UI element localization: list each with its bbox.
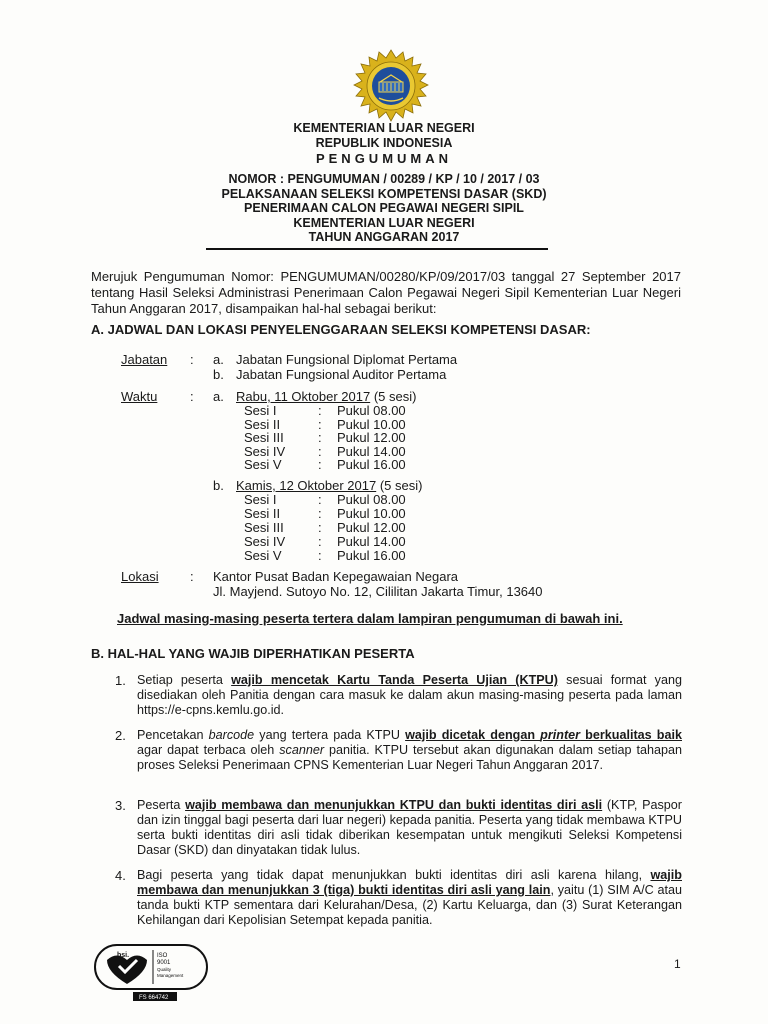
page-number: 1 <box>674 957 681 971</box>
institution-header <box>0 121 768 166</box>
bsi-iso-certification-icon <box>93 942 211 1002</box>
iso-quality: Quality <box>157 967 172 972</box>
session-name: Sesi II <box>244 416 281 432</box>
section-b-heading: B. HAL-HAL YANG WAJIB DIPERHATIKAN PESERTA <box>91 646 415 661</box>
subject-line: PENERIMAAN CALON PEGAWAI NEGERI SIPIL <box>244 201 524 215</box>
session-time: Pukul 14.00 <box>337 443 406 459</box>
colon: : <box>318 492 322 507</box>
emphasis: wajib membawa dan menunjukkan KTPU dan bukti identitas diri asli <box>185 798 603 812</box>
subject-line: TAHUN ANGGARAN 2017 <box>308 230 460 244</box>
list-item: Pencetakan barcode yang tertera pada KTPU wajib dicetak dengan printer berkualitas baik agar dapat terbaca oleh scanner panitia. KTPU tersebut akan digunakan dalam setiap tahapan proses Seleksi Penerimaan CPNS Kementerian Luar Negeri Tahun Anggaran 2017. <box>137 728 682 772</box>
list-item: Peserta wajib membawa dan menunjukkan KTPU dan bukti identitas diri asli (KTP, Paspor dan izin tinggal bagi peserta dari luar negeri) kepada panitia. Peserta yang tidak membawa KTPU serta bukti identitas diri asli tidak diberikan kesempatan untuk mengikuti Seleksi Kompetensi Dasar (SKD) dan dinyatakan tidak lulus. <box>137 798 682 857</box>
iso-text: ISO <box>157 953 168 959</box>
day-heading <box>236 390 416 404</box>
item-number: 3. <box>115 798 126 813</box>
list-marker: b. <box>213 367 224 382</box>
item-number: 2. <box>115 728 126 743</box>
colon: : <box>318 506 322 521</box>
colon: : <box>318 534 322 549</box>
iso-management: Management <box>157 973 184 978</box>
section-a-heading: A. JADWAL DAN LOKASI PENYELENGGARAAN SELEKSI KOMPETENSI DASAR: <box>91 322 591 337</box>
day-date: Rabu, 11 Oktober 2017 <box>236 389 371 404</box>
session-time: Pukul 12.00 <box>337 520 406 535</box>
emphasis: printer <box>540 728 581 742</box>
lokasi-address: Jl. Mayjend. Sutoyo No. 12, Cililitan Jakarta Timur, 13640 <box>213 584 543 599</box>
sessions-note: (5 sesi) <box>373 389 417 404</box>
garuda-emblem-icon <box>349 46 433 126</box>
emphasis: wajib membawa dan menunjukkan 3 (tiga) bukti identitas diri asli yang lain <box>137 868 682 897</box>
lokasi-label: Lokasi <box>121 569 159 584</box>
day-heading <box>236 479 422 493</box>
waktu-label: Waktu <box>121 389 158 404</box>
subject-line: KEMENTERIAN LUAR NEGERI <box>293 215 475 230</box>
session-time: Pukul 14.00 <box>337 534 406 549</box>
subject-line: PELAKSANAAN SELEKSI KOMPETENSI DASAR (SKD) <box>221 186 547 201</box>
document-subject <box>0 172 768 245</box>
institution-name: KEMENTERIAN LUAR NEGERI <box>293 121 475 135</box>
list-marker: b. <box>213 478 224 493</box>
session-name: Sesi IV <box>244 534 286 549</box>
session-time: Pukul 10.00 <box>337 416 406 432</box>
session-time: Pukul 08.00 <box>337 492 406 507</box>
colon: : <box>318 548 322 563</box>
session-name: Sesi IV <box>244 443 286 459</box>
schedule-note: Jadwal masing-masing peserta tertera dalam lampiran pengumuman di bawah ini. <box>117 611 623 626</box>
colon: : <box>318 520 322 535</box>
document-number: NOMOR : PENGUMUMAN / 00289 / KP / 10 / 2017 / 03 <box>228 172 540 186</box>
iso-number: 9001 <box>157 960 171 966</box>
session-time: Pukul 10.00 <box>337 506 406 521</box>
colon: : <box>190 569 194 584</box>
session-name: Sesi III <box>244 520 284 535</box>
session-name: Sesi V <box>244 548 282 563</box>
day-date: Kamis, 12 Oktober 2017 <box>236 478 377 493</box>
colon: : <box>190 389 194 404</box>
list-marker: a. <box>213 352 224 367</box>
session-time: Pukul 16.00 <box>337 457 406 472</box>
list-item: Bagi peserta yang tidak dapat menunjukkan bukti identitas diri asli karena hilang, wajib membawa dan menunjukkan 3 (tiga) bukti identitas diri asli yang lain, yaitu (1) SIM A/C atau tanda bukti KTP sementara dari Kelurahan/Desa, (2) Kartu Keluarga, dan (3) Surat Keterangan Kehilangan dari Kepolisian Setempat kepada panitia. <box>137 868 682 927</box>
colon: : <box>190 352 194 367</box>
certificate-number: FS 664742 <box>139 995 169 1001</box>
colon: : <box>318 430 322 445</box>
sessions-note: (5 sesi) <box>379 478 423 493</box>
jabatan-item: Jabatan Fungsional Diplomat Pertama <box>236 352 458 367</box>
header-divider <box>206 248 548 250</box>
colon: : <box>318 457 322 472</box>
intro-paragraph: Merujuk Pengumuman Nomor: PENGUMUMAN/00280/KP/09/2017/03 tanggal 27 September 2017 tentang Hasil Seleksi Administrasi Penerimaan Calon Pegawai Negeri Sipil Kementerian Luar Negeri Tahun Anggaran 2017, disampaikan hal-hal sebagai berikut: <box>91 269 681 316</box>
emphasis: wajib dicetak dengan <box>405 728 541 742</box>
bsi-text: bsi. <box>117 952 130 959</box>
emphasis: berkualitas baik <box>580 728 682 742</box>
jabatan-label: Jabatan <box>121 352 168 367</box>
session-name: Sesi V <box>244 457 282 472</box>
session-name: Sesi I <box>244 492 277 507</box>
item-number: 1. <box>115 673 126 688</box>
session-name: Sesi III <box>244 430 284 445</box>
country-name: REPUBLIK INDONESIA <box>315 136 453 150</box>
session-time: Pukul 08.00 <box>337 403 406 418</box>
session-time: Pukul 16.00 <box>337 548 406 563</box>
item-number: 4. <box>115 868 126 883</box>
session-name: Sesi II <box>244 506 281 521</box>
jabatan-item: Jabatan Fungsional Auditor Pertama <box>236 367 447 382</box>
list-item: Setiap peserta wajib mencetak Kartu Tanda Peserta Ujian (KTPU) sesuai format yang disediakan oleh Panitia dengan cara masuk ke dalam akun masing-masing peserta pada laman https://e-cpns.kemlu.go.id. <box>137 673 682 717</box>
colon: : <box>318 416 322 432</box>
session-time: Pukul 12.00 <box>337 430 406 445</box>
emphasis: wajib mencetak Kartu Tanda Peserta Ujian (KTPU) <box>231 673 558 687</box>
lokasi-name: Kantor Pusat Badan Kepegawaian Negara <box>213 569 459 584</box>
colon: : <box>318 403 322 418</box>
colon: : <box>318 443 322 459</box>
document-title: PENGUMUMAN <box>315 151 453 166</box>
list-marker: a. <box>213 389 224 404</box>
session-name: Sesi I <box>244 403 277 418</box>
